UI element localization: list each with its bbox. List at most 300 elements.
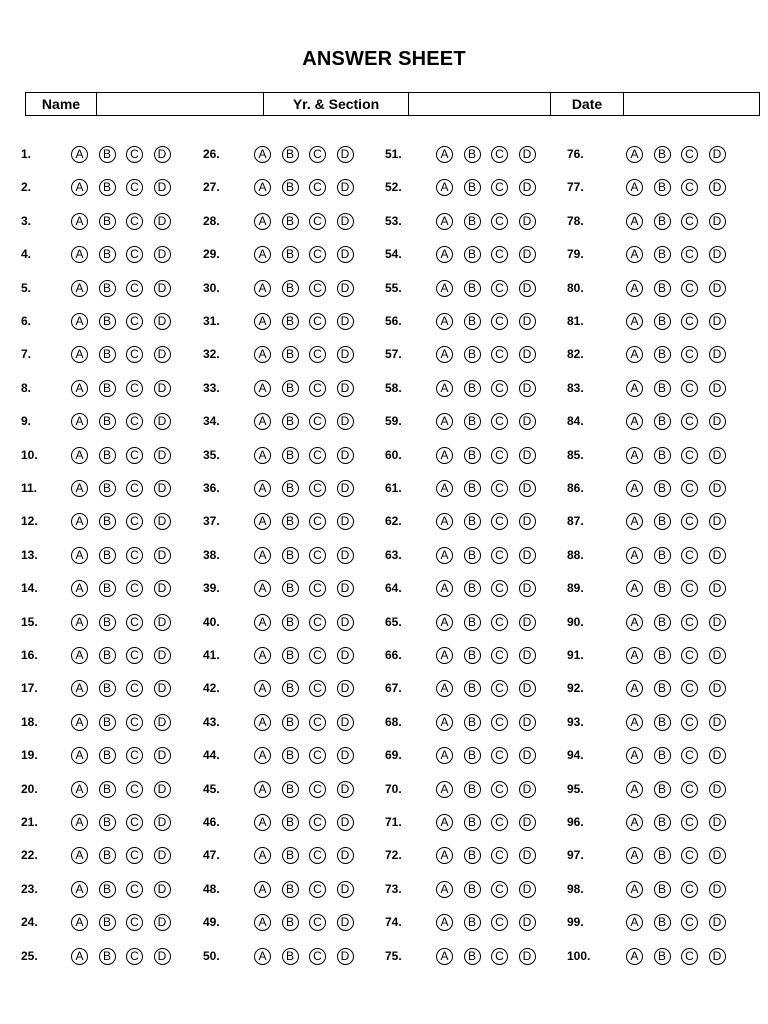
answer-bubble-d[interactable]: D [709, 313, 726, 330]
answer-bubble-b[interactable]: B [282, 513, 299, 530]
answer-bubble-c[interactable]: C [126, 847, 143, 864]
answer-bubble-c[interactable]: C [126, 346, 143, 363]
answer-bubble-a[interactable]: A [436, 814, 453, 831]
answer-bubble-d[interactable]: D [337, 847, 354, 864]
answer-bubble-b[interactable]: B [99, 246, 116, 263]
answer-bubble-a[interactable]: A [626, 647, 643, 664]
answer-bubble-c[interactable]: C [309, 647, 326, 664]
answer-bubble-c[interactable]: C [681, 179, 698, 196]
answer-bubble-a[interactable]: A [436, 714, 453, 731]
answer-bubble-d[interactable]: D [709, 847, 726, 864]
answer-bubble-b[interactable]: B [464, 781, 481, 798]
answer-bubble-d[interactable]: D [337, 614, 354, 631]
answer-bubble-b[interactable]: B [654, 881, 671, 898]
answer-bubble-a[interactable]: A [436, 380, 453, 397]
answer-bubble-b[interactable]: B [654, 647, 671, 664]
answer-bubble-a[interactable]: A [254, 547, 271, 564]
answer-bubble-d[interactable]: D [337, 747, 354, 764]
answer-bubble-a[interactable]: A [626, 547, 643, 564]
answer-bubble-b[interactable]: B [654, 948, 671, 965]
answer-bubble-d[interactable]: D [337, 213, 354, 230]
answer-bubble-a[interactable]: A [254, 948, 271, 965]
answer-bubble-b[interactable]: B [464, 246, 481, 263]
answer-bubble-d[interactable]: D [337, 313, 354, 330]
answer-bubble-a[interactable]: A [254, 747, 271, 764]
answer-bubble-b[interactable]: B [282, 246, 299, 263]
answer-bubble-a[interactable]: A [254, 881, 271, 898]
answer-bubble-c[interactable]: C [681, 513, 698, 530]
answer-bubble-b[interactable]: B [282, 413, 299, 430]
answer-bubble-b[interactable]: B [464, 914, 481, 931]
answer-bubble-d[interactable]: D [337, 580, 354, 597]
answer-bubble-d[interactable]: D [709, 380, 726, 397]
answer-bubble-d[interactable]: D [337, 914, 354, 931]
answer-bubble-c[interactable]: C [491, 413, 508, 430]
answer-bubble-a[interactable]: A [254, 480, 271, 497]
answer-bubble-c[interactable]: C [126, 480, 143, 497]
answer-bubble-a[interactable]: A [436, 647, 453, 664]
answer-bubble-a[interactable]: A [71, 747, 88, 764]
answer-bubble-d[interactable]: D [154, 714, 171, 731]
answer-bubble-c[interactable]: C [126, 179, 143, 196]
answer-bubble-a[interactable]: A [436, 948, 453, 965]
answer-bubble-c[interactable]: C [681, 413, 698, 430]
answer-bubble-c[interactable]: C [126, 647, 143, 664]
answer-bubble-a[interactable]: A [71, 313, 88, 330]
answer-bubble-a[interactable]: A [626, 280, 643, 297]
answer-bubble-d[interactable]: D [337, 647, 354, 664]
answer-bubble-d[interactable]: D [519, 647, 536, 664]
answer-bubble-b[interactable]: B [654, 580, 671, 597]
answer-bubble-b[interactable]: B [654, 714, 671, 731]
answer-bubble-a[interactable]: A [626, 380, 643, 397]
answer-bubble-a[interactable]: A [626, 714, 643, 731]
answer-bubble-c[interactable]: C [681, 881, 698, 898]
answer-bubble-d[interactable]: D [337, 246, 354, 263]
answer-bubble-a[interactable]: A [626, 781, 643, 798]
answer-bubble-c[interactable]: C [309, 948, 326, 965]
answer-bubble-d[interactable]: D [337, 781, 354, 798]
answer-bubble-c[interactable]: C [309, 179, 326, 196]
answer-bubble-b[interactable]: B [464, 948, 481, 965]
answer-bubble-a[interactable]: A [254, 346, 271, 363]
answer-bubble-b[interactable]: B [654, 213, 671, 230]
answer-bubble-a[interactable]: A [626, 146, 643, 163]
answer-bubble-d[interactable]: D [519, 213, 536, 230]
answer-bubble-a[interactable]: A [626, 179, 643, 196]
answer-bubble-b[interactable]: B [654, 313, 671, 330]
answer-bubble-a[interactable]: A [626, 881, 643, 898]
answer-bubble-a[interactable]: A [436, 480, 453, 497]
answer-bubble-d[interactable]: D [709, 513, 726, 530]
answer-bubble-d[interactable]: D [519, 447, 536, 464]
answer-bubble-c[interactable]: C [681, 614, 698, 631]
answer-bubble-a[interactable]: A [254, 413, 271, 430]
answer-bubble-b[interactable]: B [464, 413, 481, 430]
answer-bubble-c[interactable]: C [491, 547, 508, 564]
answer-bubble-b[interactable]: B [282, 781, 299, 798]
answer-bubble-b[interactable]: B [464, 380, 481, 397]
answer-bubble-c[interactable]: C [681, 781, 698, 798]
answer-bubble-d[interactable]: D [154, 513, 171, 530]
answer-bubble-d[interactable]: D [519, 781, 536, 798]
answer-bubble-b[interactable]: B [464, 647, 481, 664]
date-field[interactable] [624, 93, 760, 116]
answer-bubble-a[interactable]: A [254, 847, 271, 864]
answer-bubble-b[interactable]: B [654, 614, 671, 631]
answer-bubble-b[interactable]: B [99, 547, 116, 564]
answer-bubble-c[interactable]: C [491, 346, 508, 363]
answer-bubble-a[interactable]: A [626, 614, 643, 631]
answer-bubble-d[interactable]: D [154, 213, 171, 230]
answer-bubble-b[interactable]: B [464, 614, 481, 631]
answer-bubble-a[interactable]: A [254, 513, 271, 530]
answer-bubble-d[interactable]: D [709, 680, 726, 697]
name-field[interactable] [97, 93, 264, 116]
answer-bubble-d[interactable]: D [154, 647, 171, 664]
answer-bubble-b[interactable]: B [464, 146, 481, 163]
answer-bubble-b[interactable]: B [99, 146, 116, 163]
answer-bubble-b[interactable]: B [464, 213, 481, 230]
answer-bubble-c[interactable]: C [309, 580, 326, 597]
answer-bubble-b[interactable]: B [282, 480, 299, 497]
answer-bubble-b[interactable]: B [654, 447, 671, 464]
answer-bubble-b[interactable]: B [654, 547, 671, 564]
answer-bubble-d[interactable]: D [709, 881, 726, 898]
answer-bubble-b[interactable]: B [99, 346, 116, 363]
answer-bubble-a[interactable]: A [71, 914, 88, 931]
answer-bubble-d[interactable]: D [709, 580, 726, 597]
answer-bubble-a[interactable]: A [71, 346, 88, 363]
answer-bubble-d[interactable]: D [709, 480, 726, 497]
answer-bubble-b[interactable]: B [282, 614, 299, 631]
answer-bubble-d[interactable]: D [154, 580, 171, 597]
answer-bubble-b[interactable]: B [654, 814, 671, 831]
answer-bubble-d[interactable]: D [337, 480, 354, 497]
answer-bubble-b[interactable]: B [464, 447, 481, 464]
answer-bubble-d[interactable]: D [337, 380, 354, 397]
answer-bubble-d[interactable]: D [337, 179, 354, 196]
answer-bubble-a[interactable]: A [71, 280, 88, 297]
answer-bubble-b[interactable]: B [654, 480, 671, 497]
answer-bubble-c[interactable]: C [491, 213, 508, 230]
answer-bubble-b[interactable]: B [282, 948, 299, 965]
answer-bubble-b[interactable]: B [99, 747, 116, 764]
answer-bubble-d[interactable]: D [154, 380, 171, 397]
answer-bubble-d[interactable]: D [709, 213, 726, 230]
answer-bubble-c[interactable]: C [309, 413, 326, 430]
answer-bubble-d[interactable]: D [519, 346, 536, 363]
answer-bubble-d[interactable]: D [154, 346, 171, 363]
answer-bubble-b[interactable]: B [99, 313, 116, 330]
answer-bubble-c[interactable]: C [126, 513, 143, 530]
answer-bubble-b[interactable]: B [282, 380, 299, 397]
answer-bubble-b[interactable]: B [99, 480, 116, 497]
answer-bubble-a[interactable]: A [436, 881, 453, 898]
answer-bubble-d[interactable]: D [337, 447, 354, 464]
answer-bubble-d[interactable]: D [709, 814, 726, 831]
answer-bubble-d[interactable]: D [519, 614, 536, 631]
answer-bubble-c[interactable]: C [309, 280, 326, 297]
answer-bubble-b[interactable]: B [99, 914, 116, 931]
answer-bubble-a[interactable]: A [71, 480, 88, 497]
answer-bubble-c[interactable]: C [491, 480, 508, 497]
answer-bubble-a[interactable]: A [254, 680, 271, 697]
answer-bubble-b[interactable]: B [464, 847, 481, 864]
answer-bubble-b[interactable]: B [464, 480, 481, 497]
answer-bubble-b[interactable]: B [282, 146, 299, 163]
answer-bubble-d[interactable]: D [337, 714, 354, 731]
answer-bubble-b[interactable]: B [99, 213, 116, 230]
answer-bubble-b[interactable]: B [464, 714, 481, 731]
answer-bubble-d[interactable]: D [709, 346, 726, 363]
section-field[interactable] [409, 93, 551, 116]
answer-bubble-a[interactable]: A [254, 313, 271, 330]
answer-bubble-a[interactable]: A [254, 647, 271, 664]
answer-bubble-c[interactable]: C [681, 346, 698, 363]
answer-bubble-d[interactable]: D [709, 413, 726, 430]
answer-bubble-a[interactable]: A [71, 447, 88, 464]
answer-bubble-c[interactable]: C [309, 313, 326, 330]
answer-bubble-c[interactable]: C [681, 580, 698, 597]
answer-bubble-b[interactable]: B [282, 547, 299, 564]
answer-bubble-c[interactable]: C [491, 146, 508, 163]
answer-bubble-d[interactable]: D [519, 547, 536, 564]
answer-bubble-d[interactable]: D [154, 814, 171, 831]
answer-bubble-a[interactable]: A [254, 213, 271, 230]
answer-bubble-b[interactable]: B [99, 614, 116, 631]
answer-bubble-d[interactable]: D [709, 948, 726, 965]
answer-bubble-c[interactable]: C [126, 313, 143, 330]
answer-bubble-c[interactable]: C [681, 747, 698, 764]
answer-bubble-b[interactable]: B [282, 313, 299, 330]
answer-bubble-b[interactable]: B [99, 513, 116, 530]
answer-bubble-c[interactable]: C [126, 580, 143, 597]
answer-bubble-d[interactable]: D [709, 914, 726, 931]
answer-bubble-c[interactable]: C [491, 914, 508, 931]
answer-bubble-d[interactable]: D [154, 747, 171, 764]
answer-bubble-d[interactable]: D [709, 781, 726, 798]
answer-bubble-b[interactable]: B [282, 647, 299, 664]
answer-bubble-c[interactable]: C [681, 313, 698, 330]
answer-bubble-b[interactable]: B [282, 280, 299, 297]
answer-bubble-c[interactable]: C [126, 814, 143, 831]
answer-bubble-d[interactable]: D [709, 614, 726, 631]
answer-bubble-a[interactable]: A [254, 714, 271, 731]
answer-bubble-b[interactable]: B [654, 346, 671, 363]
answer-bubble-c[interactable]: C [491, 647, 508, 664]
answer-bubble-b[interactable]: B [99, 714, 116, 731]
answer-bubble-c[interactable]: C [491, 847, 508, 864]
answer-bubble-a[interactable]: A [436, 246, 453, 263]
answer-bubble-d[interactable]: D [154, 881, 171, 898]
answer-bubble-b[interactable]: B [282, 747, 299, 764]
answer-bubble-a[interactable]: A [71, 647, 88, 664]
answer-bubble-c[interactable]: C [309, 781, 326, 798]
answer-bubble-d[interactable]: D [154, 914, 171, 931]
answer-bubble-c[interactable]: C [681, 280, 698, 297]
answer-bubble-b[interactable]: B [282, 814, 299, 831]
answer-bubble-c[interactable]: C [681, 814, 698, 831]
answer-bubble-b[interactable]: B [99, 179, 116, 196]
answer-bubble-c[interactable]: C [681, 714, 698, 731]
answer-bubble-b[interactable]: B [464, 814, 481, 831]
answer-bubble-c[interactable]: C [309, 380, 326, 397]
answer-bubble-a[interactable]: A [436, 280, 453, 297]
answer-bubble-d[interactable]: D [519, 413, 536, 430]
answer-bubble-b[interactable]: B [99, 380, 116, 397]
answer-bubble-b[interactable]: B [654, 680, 671, 697]
answer-bubble-a[interactable]: A [71, 246, 88, 263]
answer-bubble-b[interactable]: B [99, 413, 116, 430]
answer-bubble-a[interactable]: A [71, 146, 88, 163]
answer-bubble-a[interactable]: A [71, 580, 88, 597]
answer-bubble-a[interactable]: A [254, 614, 271, 631]
answer-bubble-d[interactable]: D [154, 547, 171, 564]
answer-bubble-b[interactable]: B [464, 179, 481, 196]
answer-bubble-c[interactable]: C [491, 580, 508, 597]
answer-bubble-b[interactable]: B [99, 948, 116, 965]
answer-bubble-b[interactable]: B [99, 680, 116, 697]
answer-bubble-c[interactable]: C [681, 647, 698, 664]
answer-bubble-b[interactable]: B [654, 179, 671, 196]
answer-bubble-a[interactable]: A [436, 614, 453, 631]
answer-bubble-c[interactable]: C [309, 547, 326, 564]
answer-bubble-c[interactable]: C [491, 246, 508, 263]
answer-bubble-d[interactable]: D [337, 948, 354, 965]
answer-bubble-d[interactable]: D [519, 847, 536, 864]
answer-bubble-c[interactable]: C [681, 547, 698, 564]
answer-bubble-a[interactable]: A [626, 680, 643, 697]
answer-bubble-c[interactable]: C [491, 747, 508, 764]
answer-bubble-a[interactable]: A [71, 380, 88, 397]
answer-bubble-b[interactable]: B [464, 680, 481, 697]
answer-bubble-c[interactable]: C [491, 781, 508, 798]
answer-bubble-a[interactable]: A [254, 914, 271, 931]
answer-bubble-d[interactable]: D [337, 814, 354, 831]
answer-bubble-c[interactable]: C [126, 680, 143, 697]
answer-bubble-d[interactable]: D [337, 881, 354, 898]
answer-bubble-c[interactable]: C [491, 179, 508, 196]
answer-bubble-b[interactable]: B [282, 580, 299, 597]
answer-bubble-b[interactable]: B [282, 213, 299, 230]
answer-bubble-b[interactable]: B [99, 580, 116, 597]
answer-bubble-a[interactable]: A [626, 246, 643, 263]
answer-bubble-b[interactable]: B [464, 881, 481, 898]
answer-bubble-a[interactable]: A [626, 948, 643, 965]
answer-bubble-c[interactable]: C [309, 614, 326, 631]
answer-bubble-a[interactable]: A [436, 146, 453, 163]
answer-bubble-a[interactable]: A [436, 346, 453, 363]
answer-bubble-d[interactable]: D [154, 680, 171, 697]
answer-bubble-a[interactable]: A [436, 847, 453, 864]
answer-bubble-a[interactable]: A [254, 246, 271, 263]
answer-bubble-d[interactable]: D [709, 747, 726, 764]
answer-bubble-b[interactable]: B [282, 881, 299, 898]
answer-bubble-d[interactable]: D [154, 246, 171, 263]
answer-bubble-c[interactable]: C [681, 146, 698, 163]
answer-bubble-c[interactable]: C [126, 280, 143, 297]
answer-bubble-a[interactable]: A [71, 781, 88, 798]
answer-bubble-c[interactable]: C [126, 413, 143, 430]
answer-bubble-b[interactable]: B [464, 346, 481, 363]
answer-bubble-a[interactable]: A [626, 480, 643, 497]
answer-bubble-d[interactable]: D [709, 447, 726, 464]
answer-bubble-a[interactable]: A [436, 914, 453, 931]
answer-bubble-d[interactable]: D [154, 280, 171, 297]
answer-bubble-d[interactable]: D [154, 313, 171, 330]
answer-bubble-d[interactable]: D [154, 948, 171, 965]
answer-bubble-c[interactable]: C [681, 948, 698, 965]
answer-bubble-b[interactable]: B [99, 881, 116, 898]
answer-bubble-a[interactable]: A [626, 447, 643, 464]
answer-bubble-b[interactable]: B [654, 914, 671, 931]
answer-bubble-c[interactable]: C [491, 313, 508, 330]
answer-bubble-d[interactable]: D [519, 948, 536, 965]
answer-bubble-c[interactable]: C [309, 914, 326, 931]
answer-bubble-d[interactable]: D [519, 747, 536, 764]
answer-bubble-d[interactable]: D [519, 814, 536, 831]
answer-bubble-a[interactable]: A [254, 146, 271, 163]
answer-bubble-d[interactable]: D [337, 146, 354, 163]
answer-bubble-a[interactable]: A [626, 747, 643, 764]
answer-bubble-a[interactable]: A [436, 447, 453, 464]
answer-bubble-c[interactable]: C [126, 747, 143, 764]
answer-bubble-d[interactable]: D [154, 447, 171, 464]
answer-bubble-c[interactable]: C [309, 246, 326, 263]
answer-bubble-a[interactable]: A [436, 580, 453, 597]
answer-bubble-c[interactable]: C [491, 280, 508, 297]
answer-bubble-a[interactable]: A [436, 313, 453, 330]
answer-bubble-a[interactable]: A [436, 413, 453, 430]
answer-bubble-a[interactable]: A [71, 179, 88, 196]
answer-bubble-d[interactable]: D [519, 280, 536, 297]
answer-bubble-b[interactable]: B [464, 580, 481, 597]
answer-bubble-b[interactable]: B [654, 246, 671, 263]
answer-bubble-a[interactable]: A [626, 580, 643, 597]
answer-bubble-b[interactable]: B [464, 547, 481, 564]
answer-bubble-c[interactable]: C [126, 614, 143, 631]
answer-bubble-c[interactable]: C [126, 714, 143, 731]
answer-bubble-a[interactable]: A [436, 213, 453, 230]
answer-bubble-a[interactable]: A [436, 747, 453, 764]
answer-bubble-a[interactable]: A [71, 680, 88, 697]
answer-bubble-a[interactable]: A [71, 213, 88, 230]
answer-bubble-a[interactable]: A [254, 380, 271, 397]
answer-bubble-c[interactable]: C [681, 380, 698, 397]
answer-bubble-d[interactable]: D [709, 547, 726, 564]
answer-bubble-b[interactable]: B [282, 346, 299, 363]
answer-bubble-d[interactable]: D [519, 380, 536, 397]
answer-bubble-c[interactable]: C [491, 513, 508, 530]
answer-bubble-a[interactable]: A [71, 714, 88, 731]
answer-bubble-b[interactable]: B [282, 714, 299, 731]
answer-bubble-a[interactable]: A [626, 513, 643, 530]
answer-bubble-c[interactable]: C [126, 146, 143, 163]
answer-bubble-b[interactable]: B [654, 747, 671, 764]
answer-bubble-c[interactable]: C [126, 781, 143, 798]
answer-bubble-a[interactable]: A [254, 280, 271, 297]
answer-bubble-c[interactable]: C [309, 814, 326, 831]
answer-bubble-a[interactable]: A [254, 447, 271, 464]
answer-bubble-b[interactable]: B [282, 847, 299, 864]
answer-bubble-c[interactable]: C [126, 213, 143, 230]
answer-bubble-a[interactable]: A [436, 179, 453, 196]
answer-bubble-c[interactable]: C [309, 146, 326, 163]
answer-bubble-d[interactable]: D [337, 413, 354, 430]
answer-bubble-b[interactable]: B [654, 280, 671, 297]
answer-bubble-c[interactable]: C [309, 680, 326, 697]
